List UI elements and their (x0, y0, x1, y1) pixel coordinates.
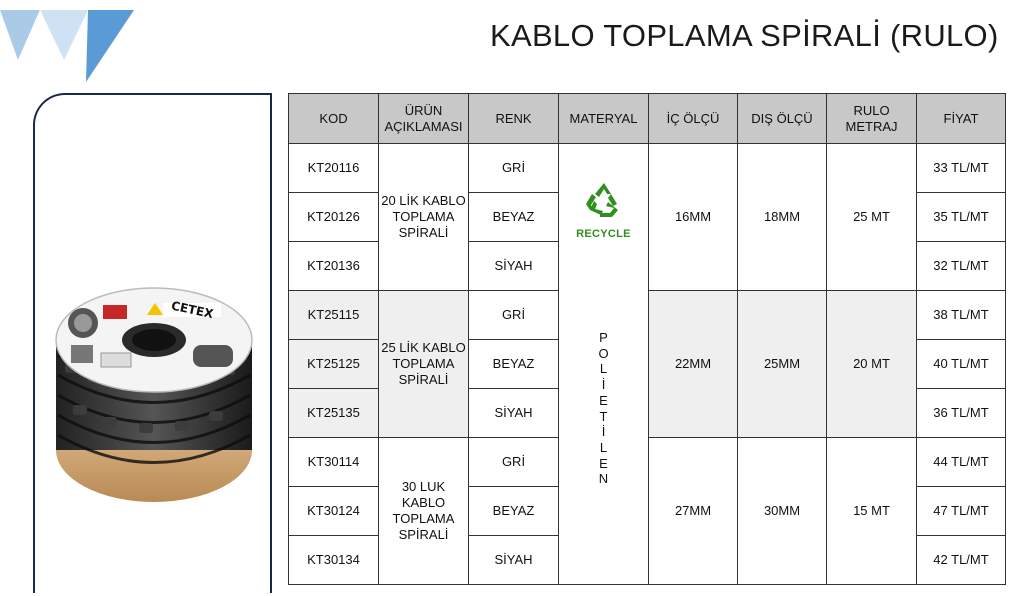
header-inner-size: İÇ ÖLÇÜ (649, 94, 738, 144)
recycle-badge (559, 180, 648, 242)
product-code: KT25115 (289, 291, 379, 340)
product-code: KT25125 (289, 340, 379, 389)
material-letter: İ (601, 424, 606, 440)
product-code: KT20126 (289, 193, 379, 242)
recycle-icon (584, 180, 624, 220)
header-roll-length: RULO METRAJ (827, 94, 917, 144)
product-code: KT20136 (289, 242, 379, 291)
product-price: 36 TL/MT (917, 389, 1006, 438)
product-color: SİYAH (469, 536, 559, 585)
cable-spiral-roll-image (43, 245, 265, 535)
brand-logo-icon (0, 0, 140, 90)
product-price: 40 TL/MT (917, 340, 1006, 389)
material-letter: L (599, 361, 608, 377)
header-color: RENK (469, 94, 559, 144)
product-code: KT25135 (289, 389, 379, 438)
product-color: SİYAH (469, 242, 559, 291)
header-description: ÜRÜN AÇIKLAMASI (379, 94, 469, 144)
recycle-label: RECYCLE (576, 228, 631, 240)
header-price: FİYAT (917, 94, 1006, 144)
product-color: BEYAZ (469, 340, 559, 389)
product-color: GRİ (469, 144, 559, 193)
product-price: 42 TL/MT (917, 536, 1006, 585)
product-code: KT30124 (289, 487, 379, 536)
product-color: GRİ (469, 291, 559, 340)
outer-size: 18MM (738, 144, 827, 291)
material-letter: O (598, 345, 609, 361)
product-price: 33 TL/MT (917, 144, 1006, 193)
table-row (289, 144, 1006, 193)
product-price: 44 TL/MT (917, 438, 1006, 487)
header-code: KOD (289, 94, 379, 144)
header-outer-size: DIŞ ÖLÇÜ (738, 94, 827, 144)
table-header-row (289, 94, 1006, 144)
product-color: BEYAZ (469, 193, 559, 242)
svg-text:CETEX: CETEX (170, 298, 215, 322)
material-letter: P (599, 330, 608, 345)
material-letter: T (599, 408, 608, 424)
product-color: SİYAH (469, 389, 559, 438)
material-cell (559, 144, 649, 585)
header-material: MATERYAL (559, 94, 649, 144)
material-letter: İ (601, 377, 606, 393)
product-price: 35 TL/MT (917, 193, 1006, 242)
outer-size: 25MM (738, 291, 827, 438)
product-description: 30 LUK KABLO TOPLAMA SPİRALİ (379, 438, 469, 585)
product-description: 25 LİK KABLO TOPLAMA SPİRALİ (379, 291, 469, 438)
price-table (288, 93, 1006, 585)
page-title: KABLO TOPLAMA SPİRALİ (RULO) (490, 18, 999, 53)
outer-size: 30MM (738, 438, 827, 585)
product-card (33, 93, 272, 593)
product-price: 32 TL/MT (917, 242, 1006, 291)
roll-length: 20 MT (827, 291, 917, 438)
roll-length: 15 MT (827, 438, 917, 585)
roll-length: 25 MT (827, 144, 917, 291)
product-code: KT20116 (289, 144, 379, 193)
inner-size: 16MM (649, 144, 738, 291)
material-name-vertical (559, 330, 648, 487)
material-letter: L (599, 439, 608, 455)
product-price: 47 TL/MT (917, 487, 1006, 536)
inner-size: 27MM (649, 438, 738, 585)
material-letter: N (598, 471, 609, 487)
material-letter: E (599, 455, 608, 471)
product-price: 38 TL/MT (917, 291, 1006, 340)
product-code: KT30134 (289, 536, 379, 585)
product-color: GRİ (469, 438, 559, 487)
product-description: 20 LİK KABLO TOPLAMA SPİRALİ (379, 144, 469, 291)
product-color: BEYAZ (469, 487, 559, 536)
material-letter: E (599, 392, 608, 408)
inner-size: 22MM (649, 291, 738, 438)
product-code: KT30114 (289, 438, 379, 487)
